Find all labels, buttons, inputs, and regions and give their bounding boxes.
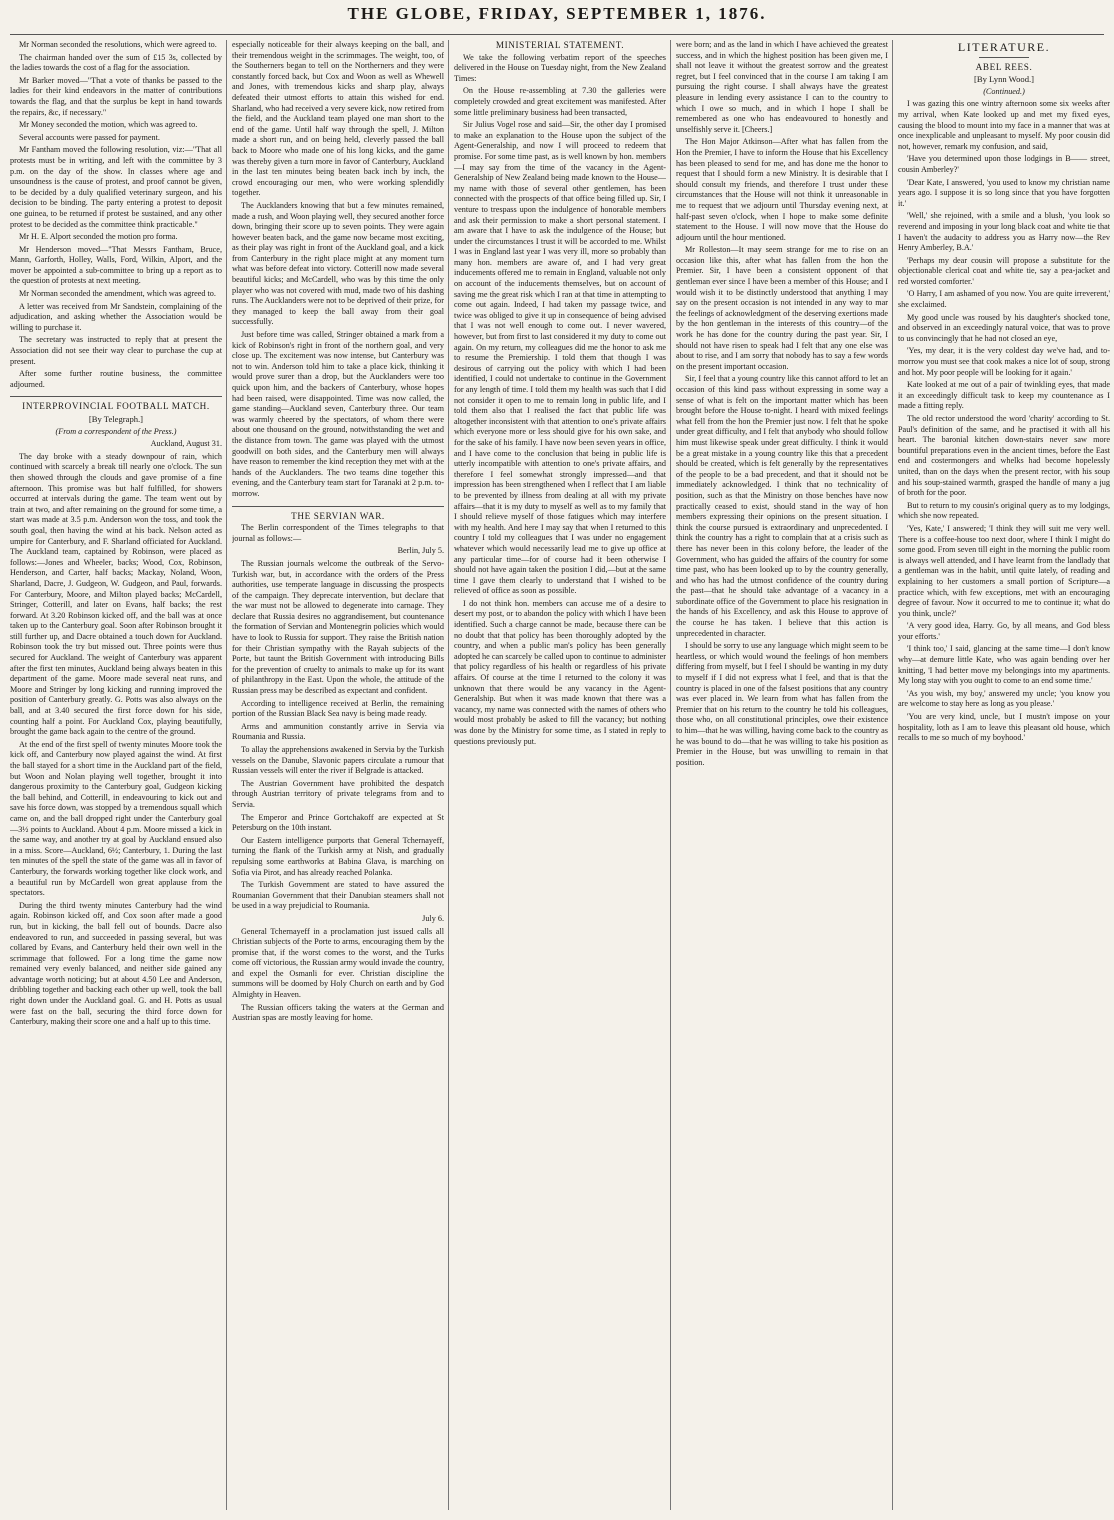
dateline: Auckland, August 31. — [150, 439, 222, 449]
paragraph: I should be sorry to use any language which might seem to be heartless, or which would wound the feelings of hon members differing from myself, but I feel I should be wanting in my duty to myself if I did not express what I feel, and that is that the country is placed in one of the falsest positions that any country was ever placed in. We learn from what has fallen from the Premier that on his return to the country he told his colleagues, those who, on all constitutional principles, owe their existence to him—that he was willing, having come back to the country as he was bound to do—that he was willing to take his position as Premier in the House, but was unwilling to remain in that position. — [676, 641, 888, 767]
column-4 — [676, 40, 888, 1510]
paragraph: The day broke with a steady downpour of rain, which continued with scarcely a break till nearly one o'clock. The sun then showed through the clouds and gave promise of a fine afternoon. This promise was but half fulfilled, for showers occurred at intervals during the game. The team went out by train at two, and after remaining on the ground for some time, a start was made at 3.5 p.m. Anderson won the toss, and took the south goal, then having the wind at his back. Nelson acted as umpire for Canterbury, and F. Sharland officiated for Auckland. The Auckland team, captained by Robinson, were placed as follows:—Jones and Wheeler, backs; Wood, Cox, Robinson, Henderson, and Carter, half backs; Mackay, Noland, Woon, Sharland, Dacre, J. Gudgeon, W. Gudgeon, and Paul, forwards. For Canterbury, Moore, and Milton played backs; McCardell, Stringer, Cotterill, and later on Evans, half backs; the rest forward. At 3.20 Robinson kicked off, and the ball was at once taken up to the Canterbury goal. Soon after Robinson brought it still further up, and Dacre obtained a touch down for Auckland. Robinson took the try but missed out. Three points were thus secured for Auckland. The weight of Canterbury was apparent after the first ten minutes, Auckland being always beaten in this department of the game. Moore made several neat runs, and Moore and Stringer by long kicking and running improved the position of Canterbury greatly. G. Potts was also always on the ball, and at 3.40 secured the first force down for his side, counting half a point. For Auckland Cox, playing beautifully, brought the game back again to the centre of the ground. — [10, 451, 222, 737]
paragraph: 'Dear Kate, I answered, 'you used to know my christian name years ago. I suppose it is so long since that you have forgotten it.' — [898, 177, 1110, 208]
section-rule — [979, 57, 1029, 58]
paragraph: Sir, I feel that a young country like this cannot afford to let an occasion of this kind pass without expressing in some way a sense of what is felt on the important matter which has been brought before the House to-night. I heard with mixed feelings what fell from the hon the Premier just now. I felt that he spoke under great difficulty, and I felt that anybody who should follow him must likewise speak under great difficulty. I think it would be a great mistake in a young country like this that a precedent should be created, which is felt generally by the representatives of the people to be a bad precedent, and that it should not be immediately acknowledged. I think that no technicality of position, such as that the Ministry on those benches have now practically ceased to exist, should stand in the way of hon members expressing their opinions on the present situation. I think the course pursued is extraordinary and unprecedented. I think the country has a right to complain that at a crisis such as there has never been in this colony before, the leader of the Government, who has guided the affairs of the country for some time past, who has been looked up to by the country generally, and who has had the utmost confidence of the country during the past—that he should take advantage of a vacancy in a subordinate office of the Government to place his resignation in the hands of his Excellency, and ask this House to approve of the course he has taken. I believe that this action is unprecedented in character. — [676, 374, 888, 638]
column-2 — [232, 40, 444, 1510]
byline: [By Telegraph.] — [88, 414, 144, 424]
paragraph: The Russian officers taking the waters at the German and Austrian spas are mostly leaving for home. — [232, 1002, 444, 1023]
paragraph: 'Have you determined upon those lodgings in B—— street, cousin Amberley?' — [898, 154, 1110, 174]
section-rule — [232, 506, 444, 507]
masthead-rule — [10, 34, 1104, 35]
column-divider — [892, 40, 893, 1510]
paragraph: Just before time was called, Stringer obtained a mark from a kick of Robinson's right in front of the northern goal, and very close up. The excitement was now intense, but Canterbury was not to win. Anderson told him to take a place kick, thinking it would prove surer than a drop, but the Aucklanders were too quick upon him, and the backers of Canterbury, whose hopes had been raised, were disappointed. Time was now called, the game standing—Auckland seven, Canterbury three. Our team was warmly cheered by the spectators, of whom there were about one thousand on the ground, notwithstanding the wet and the distance from town. The game was played with the utmost goodwill on both sides, and the Canterbury men will always have reason to remember the kind reception they met with at the hands of the Aucklanders. The two teams dine together this evening, and the Canterbury team start for Taranaki at 2 p.m. to-morrow. — [232, 330, 444, 498]
dateline: Berlin, July 5. — [397, 546, 444, 556]
paragraph: We take the following verbatim report of the speeches delivered in the House on Tuesday night, from the New Zealand Times: — [454, 52, 666, 83]
continued-note: (Continued.) — [983, 86, 1025, 96]
paragraph: 'A very good idea, Harry. Go, by all means, and God bless your efforts.' — [898, 621, 1110, 641]
paragraph: 'Well,' she rejoined, with a smile and a blush, 'you look so reverend and imposing in your long black coat and white tie that I haven't the audacity to address you as Harry now—the Rev Henry Amberley, B.A.' — [898, 211, 1110, 253]
paragraph: 'You are very kind, uncle, but I mustn't impose on your hospitality, loth as I am to leave this pleasant old house, which recalls to me so much of my boyhood.' — [898, 712, 1110, 743]
paragraph: According to intelligence received at Berlin, the remaining portion of the Russian Black Sea navy is being made ready. — [232, 698, 444, 719]
paragraph: Mr Henderson moved—"That Messrs Fantham, Bruce, Mann, Garforth, Holley, Walls, Ford, Wilkin, Alport, and the mover be appointed a sub-committee to bring up a report as to the question of protests at next meeting. — [10, 244, 222, 286]
column-divider — [226, 40, 227, 1510]
paragraph: Mr Fantham moved the following resolution, viz:—"That all protests must be in writing, and left with the committee by 3 p.m. on the day of the show. In classes where age and unsoundness is the cause of protest, and proof cannot be given, to be decided by a duly qualified veterinary surgeon, and his decision to be binding. The party entering a protest to deposit one guinea, to be returned if protest be sustained, and any other protest to be decided as the committee think practicable." — [10, 145, 222, 229]
column-3 — [454, 40, 666, 1510]
section-heading: LITERATURE. — [957, 40, 1051, 54]
paragraph: 'Yes, Kate,' I answered; 'I think they will suit me very well. There is a coffee-house too next door, where I think I might do some good. From seven till eight in the morning the public room is always well attended, and I have learnt from the landlady that a gentleman was in the habit, until quite lately, of reading and explaining to her customers a small portion of Scripture—a practice which, with few exceptions, met with an encouraging degree of favour. Now it occurred to me to continue it; what do you think, uncle?' — [898, 523, 1110, 618]
story-title: ABEL REES. — [975, 61, 1033, 72]
paragraph: But to return to my cousin's original query as to my lodgings, which she now repeated. — [898, 500, 1110, 521]
paragraph: Mr Money seconded the motion, which was agreed to. — [19, 120, 198, 130]
paragraph: 'Perhaps my dear cousin will propose a substitute for the objectionable clerical coat and white tie, say a pea-jacket and red worsted comforter.' — [898, 255, 1110, 286]
column-divider — [448, 40, 449, 1510]
paragraph: Our Eastern intelligence purports that General Tchernayeff, turning the flank of the Turkish army at Nish, and gradually repulsing some earthworks at Babina Glava, is marching on Sofia via Pirot, and has already reached Polanka. — [232, 835, 444, 877]
paragraph: The Austrian Government have prohibited the despatch through Austrian territory of private telegrams from and to Servia. — [232, 778, 444, 809]
paragraph: Kate looked at me out of a pair of twinkling eyes, that made it an exceedingly difficult task to keep my countenance as I made a fitting reply. — [898, 380, 1110, 411]
paragraph: At the end of the first spell of twenty minutes Moore took the kick off, and Canterbury now played against the wind. At first the ball stayed for a short time in the Auckland part of the field, but Woon and Nolan playing well together, brought it into dangerous proximity to the Canterbury goal, Gudgeon kicking the ball behind, and Cotterill, in endeavouring to kick out and save his force down, was stopped by a tremendous squall which came on, and the ball dropped right under the Canterbury goal—3½ points to Auckland. About 4 p.m. Moore missed a kick in the same way, and another try at goal by Auckland ensued also in a miss. Score—Auckland, 6½; Canterbury, 1. During the last ten minutes of the spell the state of the game was all in favor of Canterbury, the forwards working together like clock work, and a beautiful run by McCardell won great applause from the spectators. — [10, 739, 222, 898]
source-line: (From a correspondent of the Press.) — [55, 426, 177, 436]
paragraph: 'I think too,' I said, glancing at the same time—I don't know why—at demure little Kate, who was again bending over her knitting, 'I had better move my belongings into my apartments. My long stay with you ought to come to an end some time.' — [898, 644, 1110, 686]
paragraph: During the third twenty minutes Canterbury had the wind again. Robinson kicked off, and Cox soon after made a good run, but in kicking, the ball fell out of bounds. Dacre also endeavored to run, and succeeded in passing several, but was collared by Evans, and Canterbury held their own well in the scrimmage that followed. For a long time the game now remained very evenly balanced, and neither side gained any advantage worth noticing; but at about 4.50 Lee and Anderson, dribbling together and backing each other up well, took the ball right down under the Auckland goal. G. and H. Potts as usual were fast on the ball, securing the third force down for Canterbury, making their score one and a half up to this time. — [10, 900, 222, 1027]
paragraph: The secretary was instructed to reply that at present the Association did not see their way clear to purchase the cup at present. — [10, 335, 222, 366]
article-heading: THE SERVIAN WAR. — [291, 510, 385, 521]
paragraph: 'O Harry, I am ashamed of you now. You are quite irreverent,' she exclaimed. — [898, 289, 1110, 310]
paragraph: The Hon Major Atkinson—After what has fallen from the Hon the Premier, I have to inform the House that his Excellency has been pleased to send for me, and has done me the honor to request that I should form a new Ministry. It is desirable that I should consult my friends, and therefore I trust under these circumstances that the House will not think it unreasonable in me to request that we adjourn until Thursday evening next, at half-past seven o'clock, when I hope to make some definite statement to the House. I will now move that the House do adjourn until the hour mentioned. — [676, 137, 888, 242]
column-divider — [670, 40, 671, 1510]
paragraph: The old rector understood the word 'charity' according to St. Paul's definition of the same, and he practised it with all his heart. The baronial kitchen down-stairs never saw more bountiful preparations even in the ancient times, before the East end and costermongers and whelks had become hopelessly united, than on the days when the present rector, with his soup and his soup-stained warmth, grasped the handle of many a jug of broth for the poor. — [898, 414, 1110, 498]
paragraph: Mr Norman seconded the amendment, which was agreed to. — [19, 289, 216, 299]
paragraph: The Berlin correspondent of the Times telegraphs to that journal as follows:— — [232, 523, 444, 543]
section-rule — [10, 396, 222, 397]
paragraph: The chairman handed over the sum of £15 3s, collected by the ladies towards the cost of a flag for the association. — [10, 52, 222, 73]
paragraph: On the House re-assembling at 7.30 the galleries were completely crowded and great excitement was manifested. After some little preliminary business had been transacted, — [454, 86, 666, 117]
column-5 — [898, 40, 1110, 1510]
paragraph: My good uncle was roused by his daughter's shocked tone, and observed in an exceedingly natural voice, that was to prove to us convincingly that he had not closed an eye, — [898, 312, 1110, 343]
paragraph: Sir Julius Vogel rose and said—Sir, the other day I promised to make an explanation to the House upon the subject of the Agent-Generalship, and now I will proceed to redeem that promise. For some time past, as is well known by hon. members—I may say from the time of the vacancy in the Agent-Generalship of New Zealand being made known to the House—my name with those of several other gentlemen, has been connected with the prospects of that office being filled up. Sir, I venture to trespass upon the indulgence of honorable members and ask their permission to make a short personal statement. I am aware that I have to ask the indulgence of the House; but under the circumstances I trust it will be accorded to me. Whilst I was in England last year I was very ill, more so probably than many hon. members are aware of, and I had very great inducements offered me to remain in England, valuable not only on account of the inducements themselves, but on account of saving me the great risk which I ran at that time in attempting to come out again. Indeed, I had taken my passage twice, and twice was obliged to give it up in consequence of being advised that I was not well enough to come out. I never wavered, however, but from first to last considered it my duty to come out again. On my return, my colleagues did me the honor to ask me to resume the Premiership. I told them that though I was desirous of carrying out the policy with which I had been identified, I could not undertake to continue in the Government for any length of time. I told them my health was such that I did not consider it open to me to remain long in public life, and I told them also that I realised the fact that public life was altogether inconsistent with that attention to one's private affairs which everyone more or less should give for his own sake, and for the sake of his family. I have now been seven years in office, and I have come to the conclusion that being in public life is utterly incompatible with attention to one's private affairs, and therefore I feel somewhat strongly impressed—and that impression has been strengthened when I reflect that I am liable to be prevented by illness from dealing at all with my private affairs—that it is my duty to myself as well as to my family that I should relieve myself of those fatigues which may interfere with my health. And here I may say that when I returned to this country I told my colleagues that I was under no engagement whatever which would necessarily lead me to give up office at any particular time—for of course had it been otherwise I should not have again taken the position I did,—but at the same time I gave them clearly to understand that I wished to be relieved of office as soon as possible. — [454, 120, 666, 596]
paragraph: Mr Rolleston—It may seem strange for me to rise on an occasion like this, after what has fallen from the hon the Premier. Sir, I have been a consistent opponent of that gentleman ever since I have been a member of this House; and I would wish it to be distinctly understood that anything I may say on the present occasion is not intended in any way to mar the feelings of acknowledgment of the deserving exertions made by the hon gentleman in the interests of this country—of the work he has done for the country during the past year. Sir, I should not have risen to speak had I felt that any one else was about to rise, and I am sorry that nobody has to say a few words on the present important occasion. — [676, 245, 888, 371]
article-heading: MINISTERIAL STATEMENT. — [495, 40, 625, 50]
paragraph: General Tchernayeff in a proclamation just issued calls all Christian subjects of the Porte to arms, encouraging them by the promise that, if the worst comes to the worst, and the Turks come off victorious, the Russian army would invade the country, and expel the Osmanli for ever. Christian discipline the summons will be doomed by Holy Church on earth and by God Almighty in Heaven. — [232, 926, 444, 1000]
paragraph: After some further routine business, the committee adjourned. — [10, 369, 222, 389]
paragraph: Several accounts were passed for payment. — [19, 132, 160, 142]
dateline: July 6. — [422, 913, 444, 923]
paragraph: Mr Barker moved—"That a vote of thanks be passed to the ladies for their kind endeavors in the matter of contributions towards the flag, and that the surplus be kept in hand towards the repairs, &c, if necessary." — [10, 75, 222, 117]
paragraph: Arms and ammunition constantly arrive in Servia via Roumania and Russia. — [232, 721, 444, 742]
paragraph: Mr Norman seconded the resolutions, which were agreed to. — [19, 40, 217, 49]
paragraph: I do not think hon. members can accuse me of a desire to desert my post, or to abandon the policy with which I have been identified. Such a charge cannot be made, because there can be no doubt that that policy has been thoroughly adopted by the country, and when a public man's policy has been generally adopted he can scarcely be called upon to continue to administer that policy regardless of his health or regardless of his private affairs. Of course at the time I returned to the colony it was unknown that there would be any vacancy in the Agent-Generalship. But when it was made known that there was a vacancy, my name was connected with the names of others who would most probably be asked to fill the vacancy; but nothing was done by the Ministry for some time, as I stated in reply to questions previously put. — [454, 598, 666, 746]
paragraph: I was gazing this one wintry afternoon some six weeks after my arrival, when Kate looked up and met my fixed eyes, causing the blood to mount into my face in a manner that was at once inexplicable and unpleasant to myself. My poor cousin did not, however, remark my confusion, and said, — [898, 99, 1110, 151]
paragraph: The Turkish Government are stated to have assured the Roumanian Government that their Danubian steamers shall not be used in a way prejudicial to Roumania. — [232, 880, 444, 911]
masthead: THE GLOBE, FRIDAY, SEPTEMBER 1, 1876. — [347, 4, 767, 23]
byline: [By Lynn Wood.] — [973, 74, 1035, 85]
paragraph: The Aucklanders knowing that but a few minutes remained, made a rush, and Woon playing well, they secured another force down, bringing their score up to seven points. They were again however beaten back, and the game now became most exciting, as their play was right in front of the Auckland goal, and a kick from Canterbury in the right place might at any moment turn what was before defeat into victory. Cotterill now made several beautiful kicks; and McCardell, who was by this time the only player who was not covered with mud, made two of his dashing runs. The Aucklanders were not to be deprived of their prize, for they managed to keep the ball away from their goal successfully. — [232, 200, 444, 327]
paragraph: 'Yes, my dear, it is the very coldest day we've had, and to-morrow you must see that cook makes a nice lot of soup, strong and hot. My poor people will be looking for it again.' — [898, 346, 1110, 377]
paragraph: The Emperor and Prince Gortchakoff are expected at St Petersburg on the 10th instant. — [232, 812, 444, 833]
paragraph: 'As you wish, my boy,' answered my uncle; 'you know you are welcome to stay here as long as you please.' — [898, 688, 1110, 709]
paragraph: The Russian journals welcome the outbreak of the Servo-Turkish war, but, in accordance with the orders of the Press authorities, use temperate language in discussing the prospects of the campaign. They deprecate intervention, but declare that the war must not be allowed to degenerate into carnage. They declare that Russia desires no aggrandisement, but countenance the formation of Servian and Montenegrin policies which would have to look to Russia for support. They raise the British nation for their Christian sympathy with the Rayah subjects of the Porte, but taunt the British Government with introducing Bills for the prevention of cruelty to animals to make up for its want of philanthropy in the East. Upon the whole, the attitude of the Russian press may be described as expectant and confident. — [232, 558, 444, 696]
paragraph: especially noticeable for their always keeping on the ball, and their tremendous weight in the scrimmages. The weight, too, of the Southerners began to tell on the Northerners and they were constantly forced back, but Cox and Woon as well as Whewell and Jones, with tremendous kicks and sharp play, always defeated their utmost efforts to attain this wished for end. Sharland, who had received a very severe kick, now retired from the field, and the Auckland team played one man short to the end of the game. Until half way through the spell, J. Milton made a short run, and on being held, cleverly passed the ball back to Moore who made one of his long kicks, and the game was thereby given a turn more in favor of Canterbury, Auckland in the last ten minutes being beaten back inch by inch, the crowd encouraging our men, who were working splendidly together. — [232, 40, 444, 198]
article-heading: INTERPROVINCIAL FOOTBALL MATCH. — [22, 401, 210, 412]
column-1 — [10, 40, 222, 1510]
paragraph: Mr H. E. Alport seconded the motion pro forma. — [19, 232, 178, 242]
paragraph: To allay the apprehensions awakened in Servia by the Turkish vessels on the Danube, Slavonic papers circulate a rumour that Russian vessels will enter the river if Belgrade is attacked. — [232, 745, 444, 776]
paragraph: A letter was received from Mr Sandstein, complaining of the adjudication, and asking whether the Association would be willing to purchase it. — [10, 301, 222, 332]
paragraph: were born; and as the land in which I have achieved the greatest success, and in which the highest position has been given me, I shall not leave it without the greatest sorrow and the greatest regret, but I feel convinced that in the course I am taking I am pursuing the right course. I shall always have the greatest pleasure in lending every assistance I can to the country to which I owe so much, and in which I hope I shall be remembered as one who has endeavoured to honestly and unselfishly serve it. [Cheers.] — [676, 40, 888, 134]
